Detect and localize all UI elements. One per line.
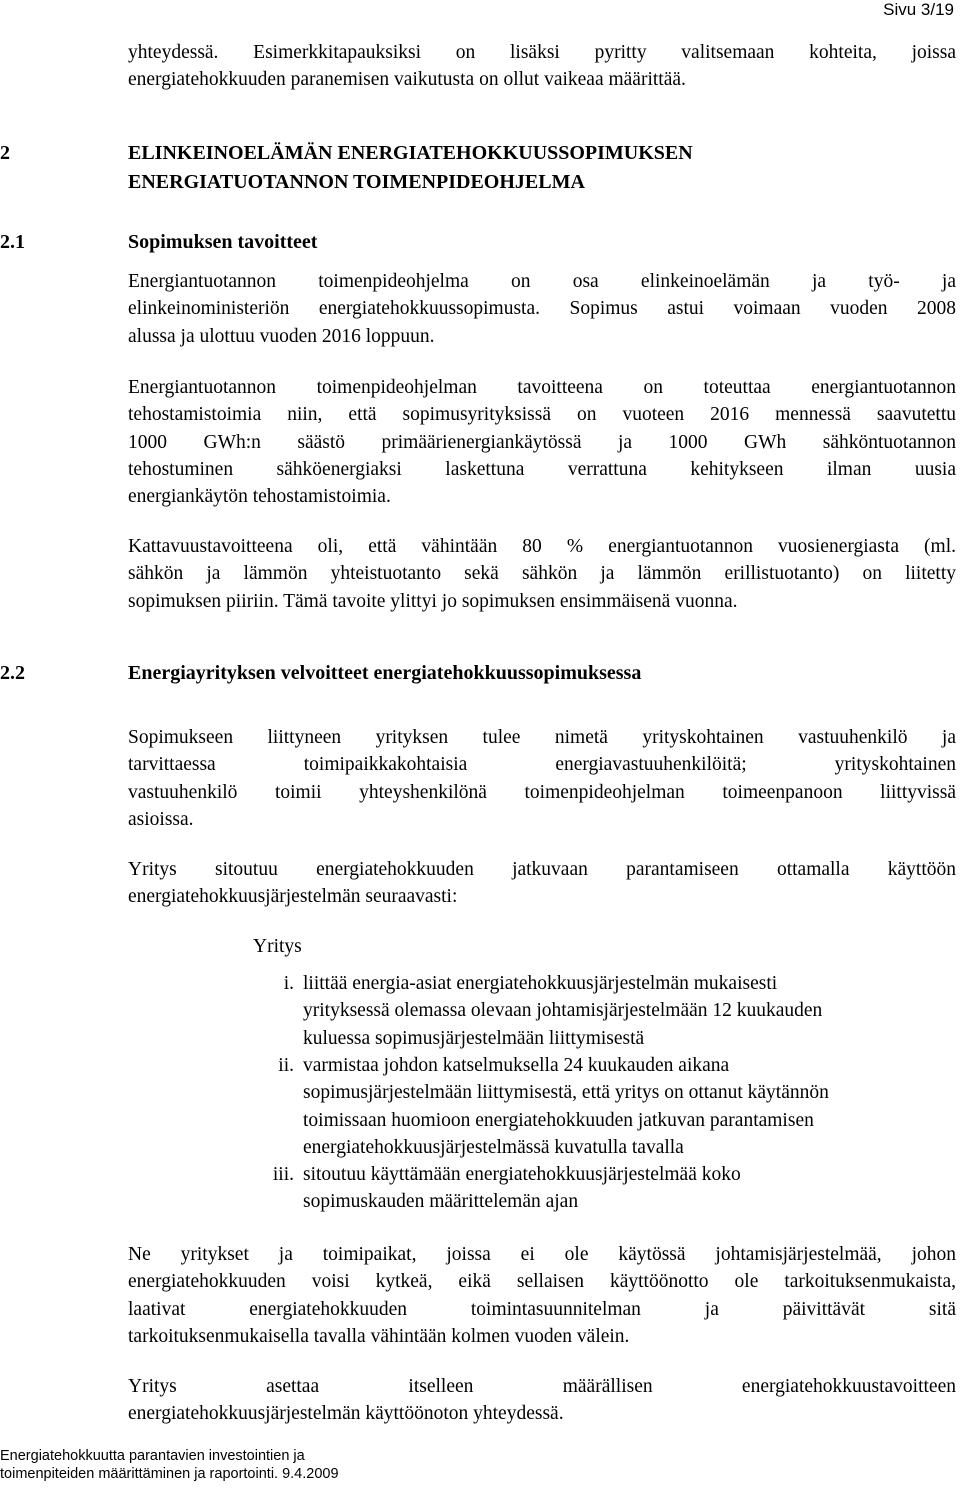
text-line: Sopimukseen liittyneen yrityksen tulee nimetä yrityskohtainen vastuuhenkilö ja: [128, 727, 956, 748]
page-number: Sivu 3/19: [883, 0, 954, 19]
section-heading-2-1: [0, 229, 960, 257]
text-line: tehostuminen sähköenergiaksi laskettuna verrattuna kehitykseen ilman uusia: [128, 458, 956, 480]
list-item-body: [303, 1052, 829, 1161]
footer-line: toimenpiteiden määrittäminen ja raportointi. 9.4.2009: [0, 1466, 339, 1482]
page-footer: [0, 1447, 339, 1483]
text-line: sopimuksen piiriin. Tämä tavoite ylittyi jo sopimuksen ensimmäisenä vuonna.: [128, 590, 738, 612]
section-number: 2.1: [0, 231, 25, 253]
text-line: 1000 GWh:n säästö primäärienergiankäytössä ja 1000 GWh sähköntuotannon: [128, 431, 956, 453]
list-marker: i.: [283, 973, 294, 994]
list-item: [0, 1052, 960, 1162]
text-line: Yritys sitoutuu energiatehokkuuden jatkuvaan parantamiseen ottamalla käyttöön: [128, 859, 956, 880]
text-line: energiatehokkuusjärjestelmän käyttöönoton yhteydessä.: [128, 1403, 564, 1425]
text-line: yhteydessä. Esimerkkitapauksiksi on lisäksi pyritty valitsemaan kohteita, joissa: [128, 42, 956, 63]
section-2-2-paragraph-2: [128, 856, 956, 911]
text-line: energiatehokkuuden voisi kytkeä, eikä sellaisen käyttöönotto ole tarkoituksenmukaista,: [128, 1271, 956, 1293]
text-line: laativat energiatehokkuuden toimintasuunnitelman ja päivittävät sitä: [128, 1298, 956, 1320]
text-line: Yritys asettaa itselleen määrällisen energiatehokkuustavoitteen: [128, 1376, 956, 1397]
list-item: [0, 1161, 960, 1217]
text-line: vastuuhenkilö toimii yhteyshenkilönä toimenpideohjelman toimeenpanoon liittyvissä: [128, 781, 956, 803]
text-line: yrityksessä olemassa olevaan johtamisjärjestelmään 12 kuukauden: [303, 1000, 823, 1022]
text-line: varmistaa johdon katselmuksella 24 kuukauden aikana: [303, 1055, 730, 1076]
section-2-1-paragraph-3: [128, 533, 956, 615]
text-line: alussa ja ulottuu vuoden 2016 loppuun.: [128, 325, 435, 347]
text-line: asioissa.: [128, 808, 194, 830]
text-line: Ne yritykset ja toimipaikat, joissa ei ole käytössä johtamisjärjestelmää, johon: [128, 1244, 956, 1265]
text-line: elinkeinoministeriön energiatehokkuussopimusta. Sopimus astui voimaan vuoden 2008: [128, 298, 956, 320]
text-line: Kattavuustavoitteena oli, että vähintään 80 % energiantuotannon vuosienergiasta (ml.: [128, 536, 956, 557]
list-item: [0, 970, 960, 1052]
text-line: kuluessa sopimusjärjestelmään liittymisestä: [303, 1027, 645, 1049]
text-line: liittää energia-asiat energiatehokkuusjärjestelmän mukaisesti: [303, 973, 778, 994]
section-2-2-paragraph-3: [128, 1241, 956, 1350]
intro-paragraph: [128, 39, 956, 94]
section-2-2-paragraph-4: [128, 1373, 956, 1428]
list-item-body: [303, 1161, 741, 1216]
section-title-line: ENERGIATUOTANNON TOIMENPIDEOHJELMA: [128, 171, 585, 193]
text-line: Energiantuotannon toimenpideohjelma on osa elinkeinoelämän ja työ- ja: [128, 271, 956, 292]
text-line: energiankäytön tehostamistoimia.: [128, 486, 391, 508]
text-line: energiatehokkuuden paranemisen vaikutusta on ollut vaikeaa määrittää.: [128, 69, 686, 91]
text-line: sopimusjärjestelmään liittymisestä, että yritys on ottanut käytännön: [303, 1082, 829, 1104]
section-heading-2: [0, 140, 960, 196]
section-2-1-paragraph-1: [128, 268, 956, 350]
text-line: energiatehokkuusjärjestelmässä kuvatulla tavalla: [303, 1136, 684, 1158]
list-intro: Yritys: [253, 936, 302, 957]
section-title-line: ELINKEINOELÄMÄN ENERGIATEHOKKUUSSOPIMUKSEN: [128, 142, 693, 164]
section-title: Energiayrityksen velvoitteet energiatehokkuussopimuksessa: [128, 662, 642, 684]
text-line: toimissaan huomioon energiatehokkuuden jatkuvan parantamisen: [303, 1109, 814, 1131]
text-line: tehostamistoimia niin, että sopimusyrityksissä on vuoteen 2016 mennessä saavutettu: [128, 404, 956, 426]
text-line: tarvittaessa toimipaikkakohtaisia energiavastuuhenkilöitä; yrityskohtainen: [128, 754, 956, 776]
text-line: sopimuskauden määrittelemän ajan: [303, 1191, 579, 1213]
section-number: 2: [0, 142, 10, 164]
section-2-1-paragraph-2: [128, 374, 956, 510]
list-marker: iii.: [272, 1164, 294, 1185]
section-2-2-paragraph-1: [128, 724, 956, 833]
list-marker: ii.: [278, 1055, 294, 1076]
text-line: energiatehokkuusjärjestelmän seuraavasti:: [128, 886, 458, 908]
footer-line: Energiatehokkuutta parantavien investointien ja: [0, 1448, 305, 1464]
text-line: sitoutuu käyttämään energiatehokkuusjärjestelmää koko: [303, 1164, 741, 1185]
section-title: Sopimuksen tavoitteet: [128, 231, 318, 253]
text-line: sähkön ja lämmön yhteistuotanto sekä sähkön ja lämmön erillistuotanto) on liitetty: [128, 563, 956, 585]
text-line: tarkoituksenmukaisella tavalla vähintään kolmen vuoden välein.: [128, 1325, 630, 1347]
section-heading-2-2: [0, 660, 960, 688]
list-item-body: [303, 970, 822, 1052]
text-line: Energiantuotannon toimenpideohjelman tavoitteena on toteuttaa energiantuotannon: [128, 377, 956, 398]
section-number: 2.2: [0, 662, 25, 684]
